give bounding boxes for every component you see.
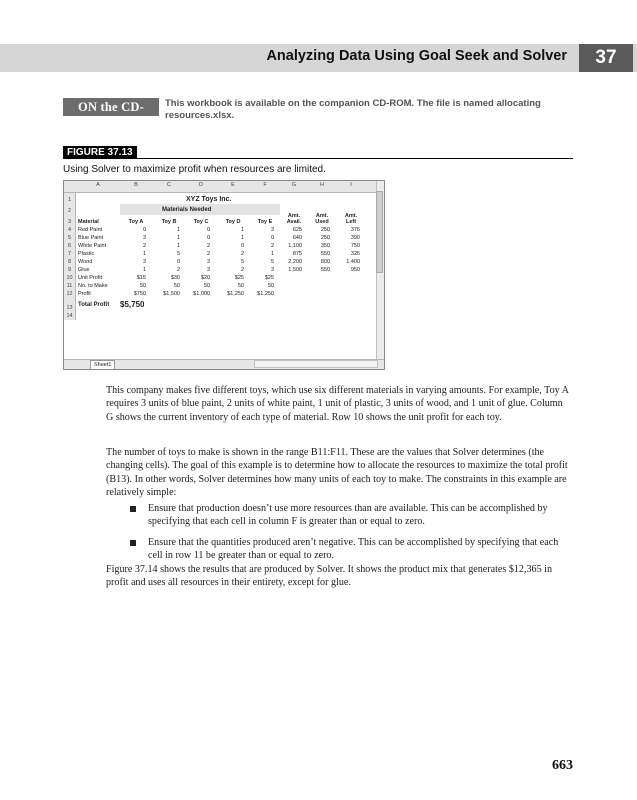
data-cell: $15 [136,275,146,281]
data-cell: 875 [292,251,302,257]
data-cell: 640 [292,235,302,241]
row-label: White Paint [78,243,107,249]
data-cell: 2 [206,251,210,257]
row-label: Plastic [78,251,95,257]
data-cell: 50 [139,283,146,289]
closing-paragraph: Figure 37.14 shows the results that are produced by Solver. It shows the product mix that generates $12,365 in profit and uses all resources in their entirety, except for glue. [106,564,553,589]
data-cell: 625 [292,227,302,233]
data-cell: 50 [203,283,210,289]
header-cell: Toy B [161,219,177,225]
data-cell: 375 [350,227,360,233]
column-header-c[interactable]: C [167,182,171,188]
data-cell: 2 [240,251,244,257]
data-cell: 1 [176,243,180,249]
row-number[interactable]: 11 [66,283,73,289]
figure-rule [63,158,573,159]
running-header-title: Analyzing Data Using Goal Seek and Solver [266,48,567,64]
chapter-number: 37 [579,44,633,72]
bullet-item: Ensure that the quantities produced aren’t negative. This can be accomplished by specifying that each cell in row 11 be greater than or equal to zero. [130,536,572,563]
header-cell: Toy D [225,219,241,225]
data-cell: 1 [240,235,244,241]
data-cell: $30 [170,275,180,281]
data-cell: $1,250 [227,291,244,297]
column-header-b[interactable]: B [134,182,138,188]
data-cell: $1,500 [163,291,180,297]
column-header-d[interactable]: D [199,182,203,188]
row-number[interactable]: 7 [67,251,72,257]
column-header-g[interactable]: G [291,182,297,188]
column-header-bar [64,181,376,193]
row-label: Glue [78,267,90,273]
bullet-square-icon [130,540,136,546]
bullet-item: Ensure that production doesn’t use more resources than are available. This can be accomplished by specifying that each cell in column F is greater than or equal to zero. [130,502,572,529]
data-cell: 1 [270,251,274,257]
row-number[interactable]: 14 [66,313,73,319]
data-cell: 3 [206,259,210,265]
row-label: Unit Profit [78,275,103,281]
row-label: Profit [78,291,91,297]
data-cell: $25 [264,275,274,281]
figure-label: FIGURE 37.13 [63,146,137,159]
header-cell: Toy C [193,219,209,225]
paragraph-1: This company makes five different toys, which use six different materials in varying amounts. For example, Toy A requires 3 units of blue paint, 2 units of white paint, 1 unit of plastic, 3 units of wood, and 1 unit of glue. Column G shows the current inventory of each type of material. Row 10 shows the unit profit for each toy. [106,385,569,423]
data-cell: $1,000 [193,291,210,297]
column-header-f[interactable]: F [263,182,267,188]
header-cell: Amt. Used [315,213,329,225]
page-number: 663 [552,758,573,773]
data-cell: 1 [142,251,146,257]
data-cell: 0 [176,259,180,265]
data-cell: 1,400 [346,259,360,265]
data-cell: 550 [320,251,330,257]
header-cell: Material [78,219,99,225]
row-label: Blue Paint [78,235,104,241]
column-header-h[interactable]: H [320,182,324,188]
data-cell: 0 [206,235,210,241]
data-cell: 3 [206,267,210,273]
row-label: Wood [78,259,93,265]
data-cell: 3 [270,227,274,233]
data-cell: 3 [142,235,146,241]
data-cell: 2 [142,243,146,249]
horizontal-scrollbar[interactable] [254,360,378,368]
data-cell: 250 [320,227,330,233]
header-cell: Amt. Avail. [286,213,302,225]
data-cell: 1,100 [288,243,302,249]
total-profit-label: Total Profit [78,302,110,308]
data-cell: 0 [240,243,244,249]
data-cell: 1 [142,267,146,273]
data-cell: 1 [240,227,244,233]
data-cell: 950 [350,267,360,273]
header-cell: Toy E [257,219,273,225]
data-cell: 550 [320,267,330,273]
data-cell: 5 [176,251,180,257]
row-number[interactable]: 13 [66,305,73,311]
data-cell: $1,250 [257,291,274,297]
data-cell: 3 [270,267,274,273]
data-cell: 325 [350,251,360,257]
data-cell: 0 [270,235,274,241]
data-cell: 2 [270,243,274,249]
materials-needed-label: Materials Needed [162,207,212,213]
row-number[interactable]: 5 [67,235,72,241]
row-number[interactable]: 3 [67,219,72,225]
constraint-list [130,502,572,570]
data-cell: 2 [240,267,244,273]
data-cell: 2,200 [288,259,302,265]
column-header-i[interactable]: I [350,182,352,188]
data-cell: 50 [267,283,274,289]
data-cell: 0 [142,227,146,233]
row-number[interactable]: 8 [67,259,72,265]
cd-rom-note: This workbook is available on the companion CD-ROM. The file is named allocating resources.xlsx. [165,98,541,121]
row-number[interactable]: 6 [67,243,72,249]
total-profit-value: $5,750 [120,300,145,309]
data-cell: 3 [142,259,146,265]
data-cell: 750 [350,243,360,249]
data-cell: 350 [320,243,330,249]
data-cell: $25 [234,275,244,281]
data-cell: 50 [173,283,180,289]
row-number[interactable]: 9 [67,267,72,273]
data-cell: $750 [133,291,146,297]
data-cell: 390 [350,235,360,241]
running-header [0,44,637,72]
row-header-bar [64,193,76,320]
row-number[interactable]: 4 [67,227,72,233]
row-number[interactable]: 2 [67,208,72,214]
data-cell: 5 [240,259,244,265]
row-number[interactable]: 12 [66,291,73,297]
vertical-scroll-thumb[interactable] [376,191,383,273]
row-number[interactable]: 10 [66,275,73,281]
column-header-e[interactable]: E [231,182,235,188]
data-cell: 5 [270,259,274,265]
figure-caption: Using Solver to maximize profit when resources are limited. [63,164,326,175]
data-cell: 0 [206,227,210,233]
header-cell: Toy A [128,219,144,225]
data-cell: 2 [206,243,210,249]
data-cell: 50 [237,283,244,289]
data-cell: 800 [320,259,330,265]
data-cell: 2 [176,267,180,273]
vertical-scrollbar[interactable] [376,181,384,359]
sheet-tab[interactable]: Sheet1 [90,360,115,369]
header-cell: Amt. Left [344,213,358,225]
data-cell: $20 [200,275,210,281]
data-cell: 1,500 [288,267,302,273]
column-header-a[interactable]: A [96,182,100,188]
bullet-square-icon [130,506,136,512]
data-cell: 250 [320,235,330,241]
spreadsheet-figure [63,180,385,370]
row-number[interactable]: 1 [67,197,72,203]
sheet-title: XYZ Toys Inc. [186,196,232,203]
paragraph-2: The number of toys to make is shown in the range B11:F11. These are the values that Solver determines (the changing cells). The goal of this example is to determine how to allocate the resources to maximize the total profit (B13). In other words, Solver determines how many units of each toy to make. The constraints in this example are relatively simple: [106,447,568,499]
sheet-tab-bar [64,359,384,369]
cd-rom-badge: ON the CD-ROM [63,98,159,116]
row-label: Red Paint [78,227,103,233]
data-cell: 1 [176,227,180,233]
row-label: No. to Make [78,283,108,289]
data-cell: 1 [176,235,180,241]
